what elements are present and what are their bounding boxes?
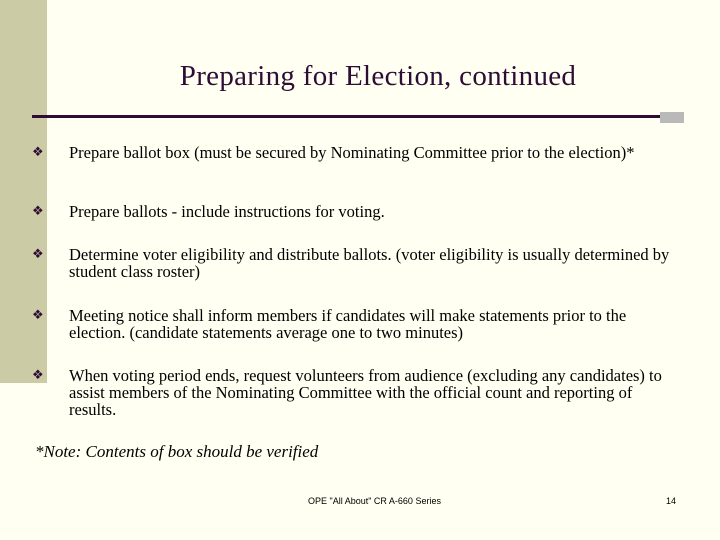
diamond-bullet-icon: ❖	[32, 368, 44, 383]
slide-title: Preparing for Election, continued	[179, 60, 577, 92]
bullet-text: Determine voter eligibility and distribute ballots. (voter eligibility is usually determined by student class roster)	[69, 245, 670, 281]
title-divider	[32, 115, 660, 118]
bullet-text: Prepare ballots - include instructions for voting.	[69, 202, 385, 221]
diamond-bullet-icon: ❖	[32, 145, 44, 160]
bullet-text: When voting period ends, request volunteers from audience (excluding any candidates) to assist members of the Nominating Committee with the official count and reporting of results.	[69, 366, 662, 419]
page-number: 14	[666, 496, 677, 506]
bullet-text: Prepare ballot box (must be secured by Nominating Committee prior to the election)*	[69, 143, 635, 162]
title-divider-accent	[660, 112, 684, 123]
diamond-bullet-icon: ❖	[32, 308, 44, 323]
side-band	[0, 0, 47, 383]
diamond-bullet-icon: ❖	[32, 247, 44, 262]
footnote: *Note: Contents of box should be verified	[35, 442, 319, 461]
footer-text: OPE "All About" CR A-660 Series	[308, 496, 441, 506]
bullet-text: Meeting notice shall inform members if candidates will make statements prior to the election. (candidate statements average one to two minutes)	[69, 306, 627, 342]
diamond-bullet-icon: ❖	[32, 204, 44, 219]
